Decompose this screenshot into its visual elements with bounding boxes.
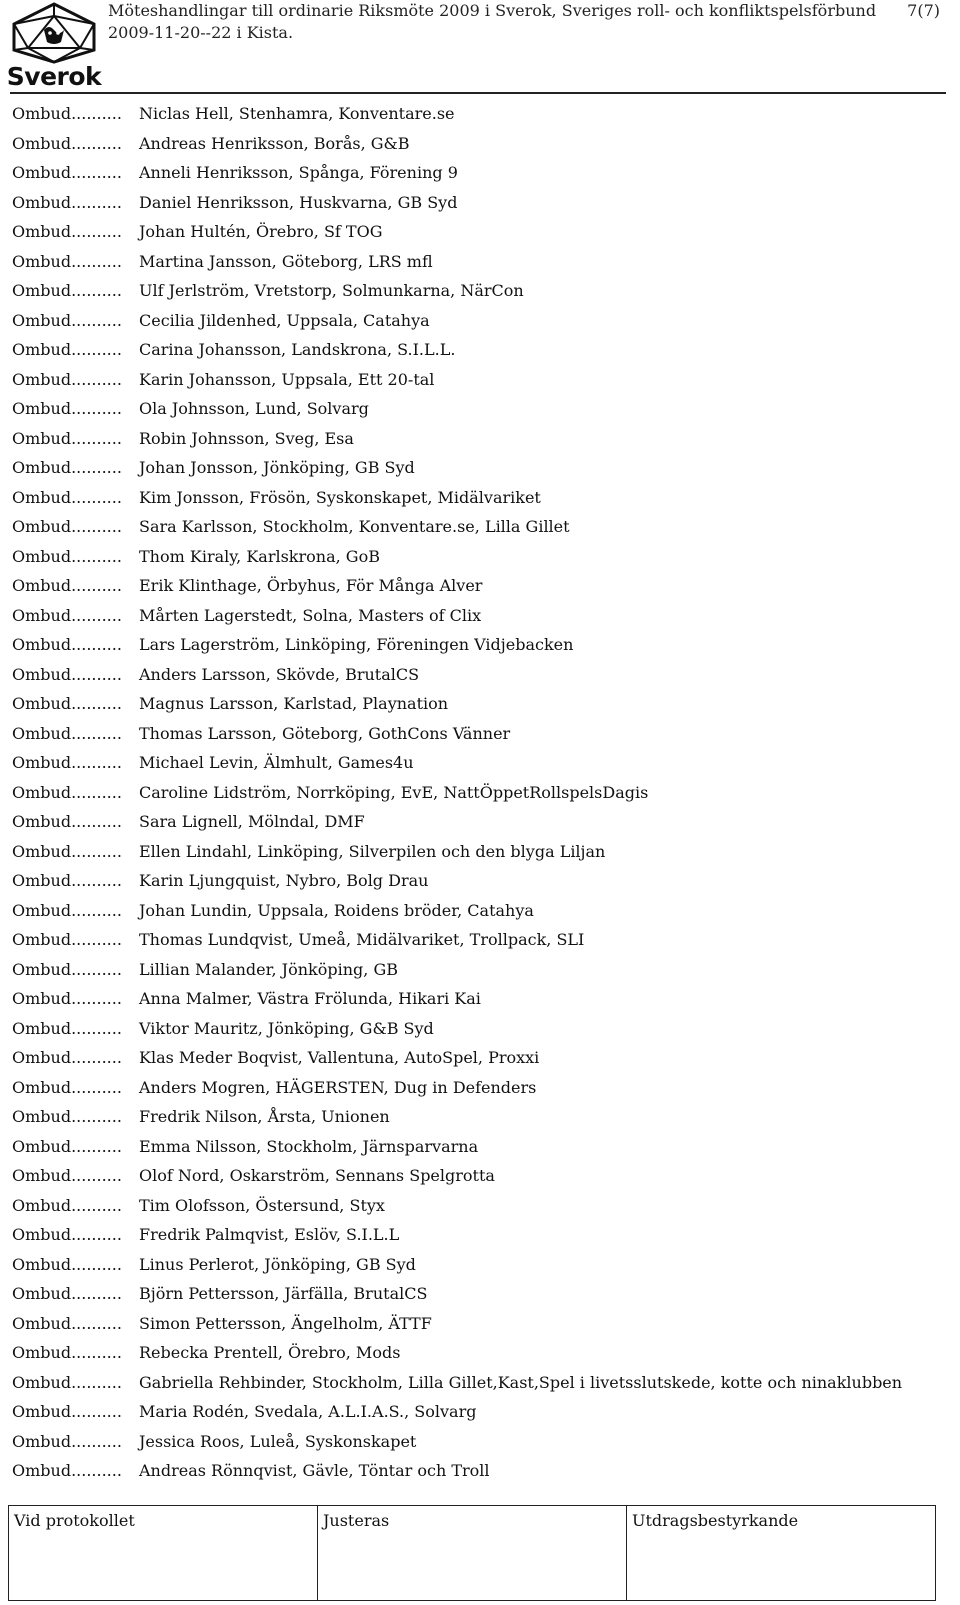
list-item bbox=[12, 158, 942, 188]
list-item bbox=[12, 689, 942, 719]
role-label bbox=[12, 129, 127, 159]
role-label bbox=[12, 424, 127, 454]
role-label bbox=[12, 276, 127, 306]
leader-dots: .......... bbox=[71, 399, 122, 418]
leader-dots: .......... bbox=[71, 753, 122, 772]
role-label bbox=[12, 807, 127, 837]
list-item bbox=[12, 1279, 942, 1309]
list-item bbox=[12, 984, 942, 1014]
leader-dots: .......... bbox=[71, 900, 122, 920]
role-text: Ombud bbox=[12, 310, 72, 330]
delegate-name: Anna Malmer, Västra Frölunda, Hikari Kai bbox=[139, 989, 481, 1008]
delegate-name: Emma Nilsson, Stockholm, Järnsparvarna bbox=[139, 1136, 479, 1156]
leader-dots: .......... bbox=[71, 369, 122, 389]
leader-dots: .......... bbox=[71, 1284, 122, 1303]
role-label bbox=[12, 601, 127, 631]
role-label bbox=[12, 306, 127, 336]
list-item bbox=[12, 1368, 942, 1398]
list-item bbox=[12, 306, 942, 336]
delegate-name: Mårten Lagerstedt, Solna, Masters of Clix bbox=[139, 605, 482, 625]
role-text: Ombud bbox=[12, 487, 72, 507]
role-text: Ombud bbox=[12, 605, 72, 625]
role-text: Ombud bbox=[12, 1225, 72, 1244]
leader-dots: .......... bbox=[71, 163, 122, 182]
leader-dots: .......... bbox=[71, 1195, 122, 1215]
role-label bbox=[12, 1220, 127, 1250]
signature-cell-approved: Justeras bbox=[318, 1506, 627, 1600]
leader-dots: .......... bbox=[71, 1048, 122, 1067]
list-item bbox=[12, 424, 942, 454]
leader-dots: .......... bbox=[71, 1254, 122, 1274]
role-label bbox=[12, 365, 127, 395]
role-label bbox=[12, 1014, 127, 1044]
list-item bbox=[12, 99, 942, 129]
role-text: Ombud bbox=[12, 635, 72, 654]
role-label bbox=[12, 719, 127, 749]
leader-dots: .......... bbox=[71, 1402, 122, 1421]
role-text: Ombud bbox=[12, 1018, 72, 1038]
document-title bbox=[108, 0, 876, 44]
role-label bbox=[12, 689, 127, 719]
delegate-name: Karin Johansson, Uppsala, Ett 20-tal bbox=[139, 369, 435, 389]
role-text: Ombud bbox=[12, 1254, 72, 1274]
list-item bbox=[12, 1397, 942, 1427]
delegate-name: Kim Jonsson, Frösön, Syskonskapet, Midälvariket bbox=[139, 487, 541, 507]
delegate-name: Karin Ljungquist, Nybro, Bolg Drau bbox=[139, 871, 429, 890]
leader-dots: .......... bbox=[71, 723, 122, 743]
delegate-name: Maria Rodén, Svedala, A.L.I.A.S., Solvarg bbox=[139, 1402, 477, 1421]
list-item bbox=[12, 1309, 942, 1339]
role-label bbox=[12, 778, 127, 808]
role-text: Ombud bbox=[12, 546, 72, 566]
delegate-name: Carina Johansson, Landskrona, S.I.L.L. bbox=[139, 340, 456, 359]
leader-dots: .......... bbox=[71, 458, 122, 477]
title-line-1: Möteshandlingar till ordinarie Riksmöte 2009 i Sverok, Sveriges roll- och konfliktspelsförbund bbox=[108, 1, 877, 20]
list-item bbox=[12, 188, 942, 218]
list-item bbox=[12, 1102, 942, 1132]
delegate-name: Daniel Henriksson, Huskvarna, GB Syd bbox=[139, 192, 458, 212]
role-label bbox=[12, 1279, 127, 1309]
role-text: Ombud bbox=[12, 222, 72, 241]
leader-dots: .......... bbox=[71, 340, 122, 359]
role-text: Ombud bbox=[12, 1077, 72, 1097]
delegate-name: Niclas Hell, Stenhamra, Konventare.se bbox=[139, 104, 455, 123]
list-item bbox=[12, 1456, 942, 1486]
logo-wordmark: Sverok bbox=[6, 62, 102, 91]
role-text: Ombud bbox=[12, 959, 72, 979]
delegate-name: Thomas Lundqvist, Umeå, Midälvariket, Trollpack, SLI bbox=[139, 930, 585, 949]
leader-dots: .......... bbox=[71, 517, 122, 536]
list-item bbox=[12, 1191, 942, 1221]
signature-table bbox=[8, 1505, 936, 1601]
role-text: Ombud bbox=[12, 694, 72, 713]
leader-dots: .......... bbox=[71, 812, 122, 831]
list-item bbox=[12, 601, 942, 631]
leader-dots: .......... bbox=[71, 1077, 122, 1097]
role-text: Ombud bbox=[12, 1372, 72, 1392]
role-label bbox=[12, 1250, 127, 1280]
delegate-name: Ulf Jerlström, Vretstorp, Solmunkarna, NärCon bbox=[139, 281, 524, 300]
role-label bbox=[12, 1191, 127, 1221]
delegate-name: Olof Nord, Oskarström, Sennans Spelgrotta bbox=[139, 1166, 495, 1185]
leader-dots: .......... bbox=[71, 635, 122, 654]
leader-dots: .......... bbox=[71, 1225, 122, 1244]
page-header bbox=[0, 0, 960, 96]
leader-dots: .......... bbox=[71, 871, 122, 890]
leader-dots: .......... bbox=[71, 1461, 122, 1480]
delegate-name: Sara Lignell, Mölndal, DMF bbox=[139, 812, 365, 831]
delegate-name: Thomas Larsson, Göteborg, GothCons Vänner bbox=[139, 723, 511, 743]
role-text: Ombud bbox=[12, 251, 72, 271]
signature-cell-certified: Utdragsbestyrkande bbox=[632, 1511, 799, 1530]
role-label bbox=[12, 630, 127, 660]
role-text: Ombud bbox=[12, 1166, 72, 1185]
role-text: Ombud bbox=[12, 1313, 72, 1333]
role-label bbox=[12, 837, 127, 867]
delegate-name: Simon Pettersson, Ängelholm, ÄTTF bbox=[139, 1313, 432, 1333]
list-item bbox=[12, 483, 942, 513]
role-label bbox=[12, 1368, 127, 1398]
delegate-name: Magnus Larsson, Karlstad, Playnation bbox=[139, 694, 449, 713]
list-item bbox=[12, 542, 942, 572]
leader-dots: .......... bbox=[71, 1372, 122, 1392]
list-item bbox=[12, 866, 942, 896]
list-item bbox=[12, 896, 942, 926]
leader-dots: .......... bbox=[71, 251, 122, 271]
role-text: Ombud bbox=[12, 340, 72, 359]
list-item bbox=[12, 1220, 942, 1250]
role-text: Ombud bbox=[12, 723, 72, 743]
list-item bbox=[12, 778, 942, 808]
role-text: Ombud bbox=[12, 1195, 72, 1215]
leader-dots: .......... bbox=[71, 959, 122, 979]
role-text: Ombud bbox=[12, 930, 72, 949]
delegate-name: Johan Hultén, Örebro, Sf TOG bbox=[139, 222, 383, 241]
role-label bbox=[12, 1427, 127, 1457]
leader-dots: .......... bbox=[71, 930, 122, 949]
list-item bbox=[12, 1161, 942, 1191]
leader-dots: .......... bbox=[71, 1166, 122, 1185]
list-item bbox=[12, 276, 942, 306]
delegate-name: Robin Johnsson, Sveg, Esa bbox=[139, 428, 354, 448]
list-item bbox=[12, 512, 942, 542]
role-label bbox=[12, 571, 127, 601]
role-label bbox=[12, 335, 127, 365]
role-label bbox=[12, 1397, 127, 1427]
role-text: Ombud bbox=[12, 192, 72, 212]
title-line-2: 2009-11-20--22 i Kista. bbox=[108, 23, 294, 42]
role-label bbox=[12, 896, 127, 926]
role-text: Ombud bbox=[12, 104, 72, 123]
delegate-name: Rebecka Prentell, Örebro, Mods bbox=[139, 1343, 401, 1362]
signature-footer bbox=[0, 1505, 960, 1605]
leader-dots: .......... bbox=[71, 546, 122, 566]
role-label bbox=[12, 188, 127, 218]
list-item bbox=[12, 129, 942, 159]
delegate-list bbox=[12, 99, 942, 1486]
list-item bbox=[12, 807, 942, 837]
delegate-name: Andreas Rönnqvist, Gävle, Töntar och Troll bbox=[139, 1461, 490, 1480]
leader-dots: .......... bbox=[71, 428, 122, 448]
leader-dots: .......... bbox=[71, 664, 122, 684]
role-text: Ombud bbox=[12, 428, 72, 448]
list-item bbox=[12, 247, 942, 277]
role-label bbox=[12, 1161, 127, 1191]
delegate-name: Anneli Henriksson, Spånga, Förening 9 bbox=[139, 163, 458, 182]
role-label bbox=[12, 660, 127, 690]
delegate-name: Lillian Malander, Jönköping, GB bbox=[139, 959, 398, 979]
delegate-name: Caroline Lidström, Norrköping, EvE, NattÖppetRollspelsDagis bbox=[139, 782, 649, 802]
leader-dots: .......... bbox=[71, 133, 122, 153]
signature-cell-minutes: Vid protokollet bbox=[9, 1506, 318, 1600]
delegate-name: Ola Johnsson, Lund, Solvarg bbox=[139, 399, 369, 418]
leader-dots: .......... bbox=[71, 1343, 122, 1362]
delegate-name: Björn Pettersson, Järfälla, BrutalCS bbox=[139, 1284, 428, 1303]
delegate-name: Johan Jonsson, Jönköping, GB Syd bbox=[139, 458, 415, 477]
list-item bbox=[12, 837, 942, 867]
leader-dots: .......... bbox=[71, 222, 122, 241]
list-item bbox=[12, 719, 942, 749]
role-text: Ombud bbox=[12, 369, 72, 389]
role-label bbox=[12, 955, 127, 985]
leader-dots: .......... bbox=[71, 694, 122, 713]
role-label bbox=[12, 1073, 127, 1103]
role-text: Ombud bbox=[12, 163, 72, 182]
role-text: Ombud bbox=[12, 782, 72, 802]
leader-dots: .......... bbox=[71, 1313, 122, 1333]
list-item bbox=[12, 1043, 942, 1073]
role-label bbox=[12, 247, 127, 277]
role-text: Ombud bbox=[12, 812, 72, 831]
role-label bbox=[12, 1309, 127, 1339]
delegate-name: Martina Jansson, Göteborg, LRS mfl bbox=[139, 251, 433, 271]
role-text: Ombud bbox=[12, 1402, 72, 1421]
role-text: Ombud bbox=[12, 1048, 72, 1067]
role-text: Ombud bbox=[12, 1136, 72, 1156]
leader-dots: .......... bbox=[71, 487, 122, 507]
role-text: Ombud bbox=[12, 1461, 72, 1480]
leader-dots: .......... bbox=[71, 310, 122, 330]
list-item bbox=[12, 748, 942, 778]
header-divider bbox=[10, 92, 946, 94]
role-text: Ombud bbox=[12, 841, 72, 861]
delegate-name: Anders Larsson, Skövde, BrutalCS bbox=[139, 664, 420, 684]
list-item bbox=[12, 1427, 942, 1457]
role-label bbox=[12, 1102, 127, 1132]
list-item bbox=[12, 453, 942, 483]
delegate-name: Lars Lagerström, Linköping, Föreningen Vidjebacken bbox=[139, 635, 574, 654]
list-item bbox=[12, 1338, 942, 1368]
role-text: Ombud bbox=[12, 399, 72, 418]
leader-dots: .......... bbox=[71, 841, 122, 861]
role-label bbox=[12, 453, 127, 483]
leader-dots: .......... bbox=[71, 782, 122, 802]
role-text: Ombud bbox=[12, 1107, 72, 1126]
role-text: Ombud bbox=[12, 1284, 72, 1303]
d20-dice-icon bbox=[6, 2, 102, 64]
role-text: Ombud bbox=[12, 576, 72, 595]
delegate-name: Fredrik Nilson, Årsta, Unionen bbox=[139, 1107, 390, 1126]
delegate-name: Johan Lundin, Uppsala, Roidens bröder, Catahya bbox=[139, 900, 534, 920]
role-text: Ombud bbox=[12, 753, 72, 772]
role-label bbox=[12, 99, 127, 129]
role-label bbox=[12, 748, 127, 778]
role-label bbox=[12, 394, 127, 424]
delegate-name: Klas Meder Boqvist, Vallentuna, AutoSpel, Proxxi bbox=[139, 1048, 540, 1067]
delegate-name: Erik Klinthage, Örbyhus, För Många Alver bbox=[139, 576, 483, 595]
role-label bbox=[12, 925, 127, 955]
delegate-name: Tim Olofsson, Östersund, Styx bbox=[139, 1195, 385, 1215]
list-item bbox=[12, 1132, 942, 1162]
delegate-name: Viktor Mauritz, Jönköping, G&B Syd bbox=[139, 1018, 434, 1038]
list-item bbox=[12, 217, 942, 247]
page-number: 7(7) bbox=[907, 1, 940, 20]
list-item bbox=[12, 1073, 942, 1103]
delegate-name: Michael Levin, Älmhult, Games4u bbox=[139, 753, 414, 772]
leader-dots: .......... bbox=[71, 104, 122, 123]
delegate-name: Jessica Roos, Luleå, Syskonskapet bbox=[139, 1431, 417, 1451]
role-text: Ombud bbox=[12, 133, 72, 153]
role-text: Ombud bbox=[12, 458, 72, 477]
delegate-name: Ellen Lindahl, Linköping, Silverpilen och den blyga Liljan bbox=[139, 841, 606, 861]
leader-dots: .......... bbox=[71, 1107, 122, 1126]
list-item bbox=[12, 925, 942, 955]
delegate-name: Andreas Henriksson, Borås, G&B bbox=[139, 133, 410, 153]
sverok-logo bbox=[6, 2, 102, 90]
list-item bbox=[12, 630, 942, 660]
leader-dots: .......... bbox=[71, 1018, 122, 1038]
leader-dots: .......... bbox=[71, 605, 122, 625]
leader-dots: .......... bbox=[71, 576, 122, 595]
delegate-name: Cecilia Jildenhed, Uppsala, Catahya bbox=[139, 310, 430, 330]
leader-dots: .......... bbox=[71, 281, 122, 300]
role-text: Ombud bbox=[12, 517, 72, 536]
delegate-name: Fredrik Palmqvist, Eslöv, S.I.L.L bbox=[139, 1225, 400, 1244]
role-label bbox=[12, 1456, 127, 1486]
role-text: Ombud bbox=[12, 281, 72, 300]
role-text: Ombud bbox=[12, 989, 72, 1008]
role-text: Ombud bbox=[12, 900, 72, 920]
list-item bbox=[12, 571, 942, 601]
list-item bbox=[12, 365, 942, 395]
role-label bbox=[12, 512, 127, 542]
role-text: Ombud bbox=[12, 1343, 72, 1362]
leader-dots: .......... bbox=[71, 1431, 122, 1451]
delegate-name: Anders Mogren, HÄGERSTEN, Dug in Defenders bbox=[139, 1077, 537, 1097]
role-label bbox=[12, 984, 127, 1014]
role-label bbox=[12, 542, 127, 572]
delegate-name: Gabriella Rehbinder, Stockholm, Lilla Gillet,Kast,Spel i livetsslutskede, kotte och ninaklubben bbox=[139, 1372, 903, 1392]
role-text: Ombud bbox=[12, 871, 72, 890]
role-label bbox=[12, 158, 127, 188]
role-label bbox=[12, 1338, 127, 1368]
delegate-name: Sara Karlsson, Stockholm, Konventare.se, Lilla Gillet bbox=[139, 517, 570, 536]
role-text: Ombud bbox=[12, 664, 72, 684]
leader-dots: .......... bbox=[71, 192, 122, 212]
list-item bbox=[12, 660, 942, 690]
list-item bbox=[12, 394, 942, 424]
list-item bbox=[12, 955, 942, 985]
list-item bbox=[12, 1250, 942, 1280]
delegate-name: Linus Perlerot, Jönköping, GB Syd bbox=[139, 1254, 416, 1274]
leader-dots: .......... bbox=[71, 989, 122, 1008]
role-label bbox=[12, 483, 127, 513]
role-label bbox=[12, 1132, 127, 1162]
role-label bbox=[12, 217, 127, 247]
role-label bbox=[12, 1043, 127, 1073]
role-label bbox=[12, 866, 127, 896]
list-item bbox=[12, 1014, 942, 1044]
leader-dots: .......... bbox=[71, 1136, 122, 1156]
role-text: Ombud bbox=[12, 1431, 72, 1451]
list-item bbox=[12, 335, 942, 365]
delegate-name: Thom Kiraly, Karlskrona, GoB bbox=[139, 546, 380, 566]
